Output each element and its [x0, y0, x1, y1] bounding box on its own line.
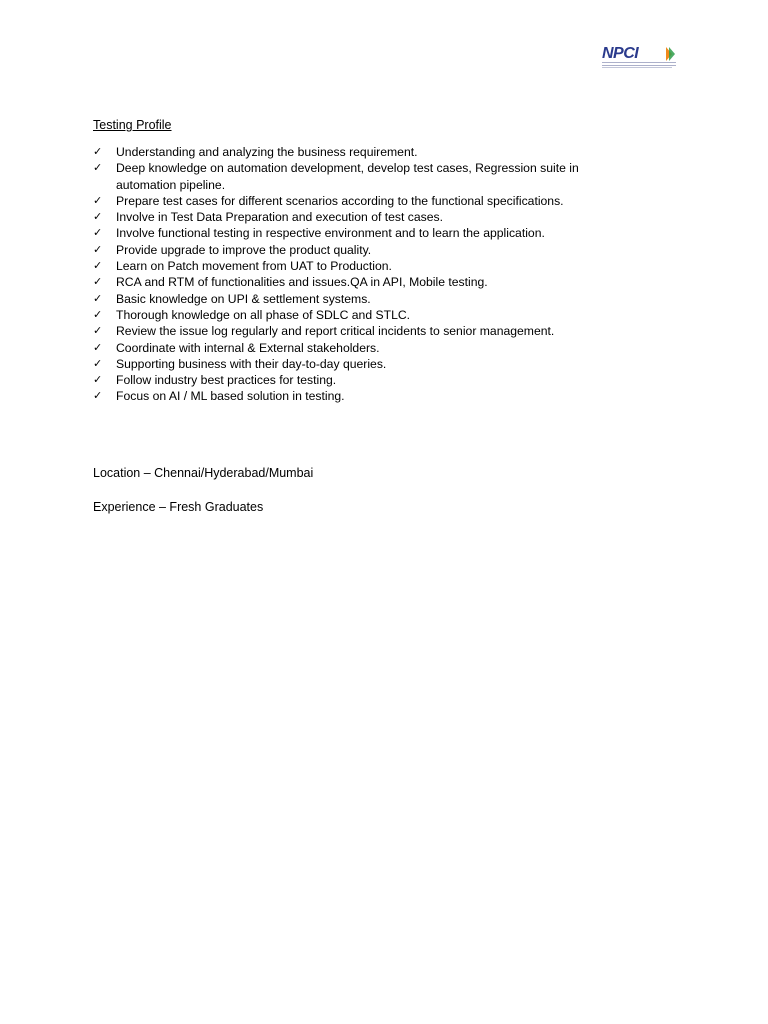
checkmark-icon: ✓ — [93, 145, 103, 158]
list-item-text: Understanding and analyzing the business requirement. — [116, 145, 418, 159]
list-item-text: Supporting business with their day-to-day queries. — [116, 356, 387, 371]
checkmark-icon: ✓ — [93, 193, 103, 207]
list-item — [93, 209, 633, 225]
list-item — [93, 356, 633, 372]
list-item — [93, 323, 633, 339]
list-item — [93, 340, 633, 356]
list-item — [93, 225, 633, 241]
checkmark-icon: ✓ — [93, 259, 103, 273]
experience-line: Experience – Fresh Graduates — [93, 500, 264, 514]
list-item-text: Provide upgrade to improve the product quality. — [116, 242, 372, 257]
list-item — [93, 242, 633, 258]
checkmark-icon: ✓ — [93, 226, 103, 240]
checkmark-icon: ✓ — [93, 242, 103, 256]
logo-tagline — [602, 62, 676, 66]
responsibility-list — [93, 144, 633, 405]
list-item-text: Review the issue log regularly and report critical incidents to senior management. — [116, 324, 555, 339]
list-item-text: Learn on Patch movement from UAT to Production. — [116, 259, 392, 274]
list-item-text: Involve in Test Data Preparation and execution of test cases. — [116, 210, 443, 225]
npci-logo — [600, 46, 676, 70]
checkmark-icon: ✓ — [93, 389, 103, 403]
checkmark-icon: ✓ — [93, 275, 103, 289]
checkmark-icon: ✓ — [93, 161, 103, 175]
checkmark-icon: ✓ — [93, 356, 103, 370]
list-item-text: Involve functional testing in respective environment and to learn the application. — [116, 226, 545, 241]
checkmark-icon: ✓ — [93, 307, 103, 321]
logo-text: NPCI — [602, 45, 639, 62]
list-item — [93, 291, 633, 307]
location-line: Location – Chennai/Hyderabad/Mumbai — [93, 466, 314, 480]
list-item — [93, 193, 633, 209]
checkmark-icon: ✓ — [93, 210, 103, 224]
list-item-text: Basic knowledge on UPI & settlement systems. — [116, 291, 371, 306]
section-heading: Testing Profile — [93, 118, 172, 132]
checkmark-icon: ✓ — [93, 291, 103, 305]
list-item — [93, 258, 633, 274]
list-item — [93, 160, 633, 193]
list-item — [93, 144, 633, 160]
list-item-text: RCA and RTM of functionalities and issues.QA in API, Mobile testing. — [116, 275, 488, 290]
list-item-text: Deep knowledge on automation development, develop test cases, Regression suite in automation pipeline. — [116, 161, 579, 192]
list-item-text: Focus on AI / ML based solution in testing. — [116, 389, 345, 404]
list-item-text: Prepare test cases for different scenarios according to the functional specifications. — [116, 193, 564, 208]
checkmark-icon: ✓ — [93, 373, 103, 387]
list-item — [93, 274, 633, 290]
list-item — [93, 372, 633, 388]
list-item-text: Thorough knowledge on all phase of SDLC and STLC. — [116, 307, 411, 322]
list-item-text: Follow industry best practices for testing. — [116, 373, 337, 388]
checkmark-icon: ✓ — [93, 324, 103, 338]
list-item — [93, 307, 633, 323]
logo-tagline-line — [602, 67, 672, 69]
list-item — [93, 388, 633, 404]
list-item-text: Coordinate with internal & External stakeholders. — [116, 340, 380, 355]
checkmark-icon: ✓ — [93, 340, 103, 354]
npci-arrow-logo-icon — [666, 47, 676, 61]
